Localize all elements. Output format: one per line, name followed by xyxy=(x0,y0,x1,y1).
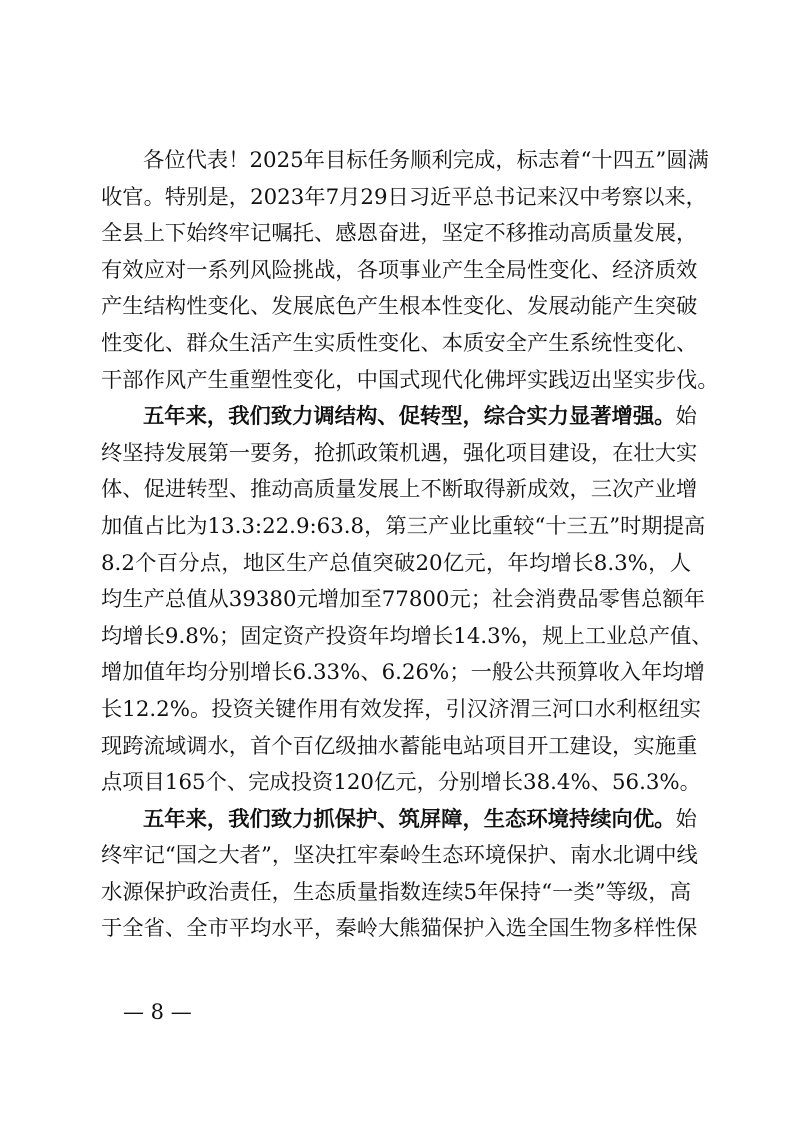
paragraph-1-line-7: 干部作风产生重塑性变化，中国式现代化佛坪实践迈出坚实步伐。 xyxy=(101,367,719,393)
paragraph-2-line-9: 长12.2%。投资关键作用有效发挥，引汉济渭三河口水利枢纽实 xyxy=(101,696,702,722)
paragraph-3-lead: 五年来，我们致力抓保护、筑屏障，生态环境持续向优。 xyxy=(143,806,676,832)
paragraph-1-line-2: 收官。特别是，2023年7月29日习近平总书记来汉中考察以来， xyxy=(101,184,707,210)
paragraph-2-line-11: 点项目165个、完成投资120亿元，分别增长38.4%、56.3%。 xyxy=(101,770,701,796)
paragraph-2-first-line xyxy=(101,399,697,436)
paragraph-2-line-5: 8.2个百分点，地区生产总值突破20亿元，年均增长8.3%，人 xyxy=(101,550,691,576)
paragraph-3-line-2: 终牢记“国之大者”，坚决扛牢秦岭生态环境保护、南水北调中线 xyxy=(101,843,698,869)
paragraph-1-line-6: 性变化、群众生活产生实质性变化、本质安全产生系统性变化、 xyxy=(101,330,698,356)
page-number: — 8 — xyxy=(123,1000,192,1024)
paragraph-2-line-6: 均生产总值从39380元增加至77800元；社会消费品零售总额年 xyxy=(101,587,706,613)
paragraph-2-line-2: 终坚持发展第一要务，抢抓政策机遇，强化项目建设，在壮大实 xyxy=(101,440,698,466)
paragraph-1-line-3: 全县上下始终牢记嘱托、感恩奋进，坚定不移推动高质量发展， xyxy=(101,221,698,247)
paragraph-2-lead-tail: 始 xyxy=(675,404,697,430)
paragraph-2-line-3: 体、促进转型、推动高质量发展上不断取得新成效，三次产业增 xyxy=(101,477,698,503)
paragraph-3-lead-tail: 始 xyxy=(675,806,697,832)
paragraph-2-lead: 五年来，我们致力调结构、促转型，综合实力显著增强。 xyxy=(143,404,676,430)
paragraph-2-line-4: 加值占比为13.3:22.9:63.8，第三产业比重较“十三五”时期提高 xyxy=(101,513,706,539)
paragraph-2-line-10: 现跨流域调水，首个百亿级抽水蓄能电站项目开工建设，实施重 xyxy=(101,733,698,759)
paragraph-3-first-line xyxy=(101,802,697,839)
paragraph-1-line-1: 各位代表！2025年目标任务顺利完成，标志着“十四五”圆满 xyxy=(143,148,709,173)
paragraph-1-line-4: 有效应对一系列风险挑战，各项事业产生全局性变化、经济质效 xyxy=(101,257,698,283)
paragraph-3-line-4: 于全省、全市平均水平，秦岭大熊猫保护入选全国生物多样性保 xyxy=(101,916,698,942)
paragraph-2-line-8: 增加值年均分别增长6.33%、6.26%；一般公共预算收入年均增 xyxy=(101,660,705,686)
paragraph-1-line-5: 产生结构性变化、发展底色产生根本性变化、发展动能产生突破 xyxy=(101,294,698,320)
document-body xyxy=(101,143,719,948)
paragraph-3-line-3: 水源保护政治责任，生态质量指数连续5年保持“一类”等级，高 xyxy=(101,879,691,905)
paragraph-2-line-7: 均增长9.8%；固定资产投资年均增长14.3%，规上工业总产值、 xyxy=(101,623,713,649)
